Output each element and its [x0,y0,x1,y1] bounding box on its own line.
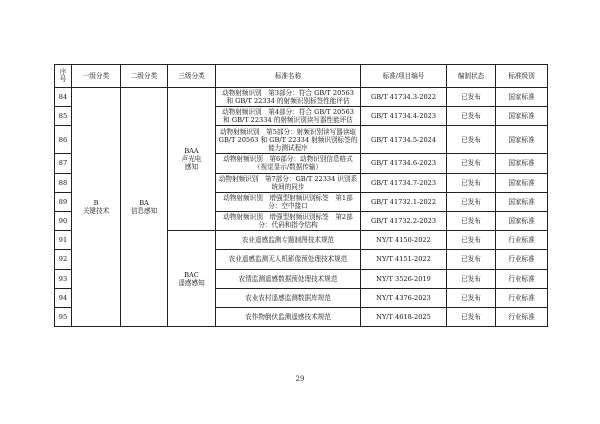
table-row [55,88,548,107]
row-code: NY/T 4618-2025 [361,307,447,326]
row-status: 已发布 [447,173,496,192]
row-seq: 85 [55,107,72,126]
level3-cell-bac: BAC 遥感感知 [168,231,216,327]
row-status: 已发布 [447,250,496,269]
row-seq: 89 [55,192,72,211]
row-grade: 国家标准 [496,211,548,230]
row-code: GB/T 41734.5-2024 [361,126,447,154]
header-level2: 二级分类 [121,65,168,88]
row-name: 农情监测遥感数据预处理技术规范 [216,269,361,288]
row-status: 已发布 [447,269,496,288]
row-name: 农业农村遥感监测数据库规范 [216,288,361,307]
row-status: 已发布 [447,307,496,326]
row-grade: 行业标准 [496,231,548,250]
row-name: 农业遥感监测专题制图技术规范 [216,231,361,250]
row-grade: 国家标准 [496,173,548,192]
row-status: 已发布 [447,88,496,107]
row-name: 动物射频识别 第6部分：动物识别信息格式（视觉显示/数据传输） [216,154,361,173]
row-status: 已发布 [447,211,496,230]
row-name: 动物射频识别 增强型射频识别标签 第1部分：空中接口 [216,192,361,211]
row-name: 动物射频识别 第4部分：符合 GB/T 20563 和 GB/T 22334 的射频识别读写器性能评估 [216,107,361,126]
row-seq: 92 [55,250,72,269]
level3-cell-baa: BAA 声光电 感知 [168,88,216,231]
row-status: 已发布 [447,126,496,154]
row-name: 动物射频识别 第5部分：射频识别读写器读取 GB/T 20563 和 GB/T 22334 射频识别标签的能力测试程序 [216,126,361,154]
row-code: GB/T 41734.7-2023 [361,173,447,192]
row-code: NY/T 4376-2023 [361,288,447,307]
page-number: 29 [295,375,305,383]
row-code: NY/T 4150-2022 [361,231,447,250]
row-grade: 行业标准 [496,269,548,288]
row-seq: 91 [55,231,72,250]
row-seq: 87 [55,154,72,173]
header-level1: 一级分类 [72,65,121,88]
table-header-row [55,65,548,88]
row-seq: 94 [55,288,72,307]
header-name: 标准名称 [216,65,361,88]
row-status: 已发布 [447,154,496,173]
row-name: 动物射频识别 第7部分：GB/T 22334 识别系统间的同步 [216,173,361,192]
row-grade: 国家标准 [496,107,548,126]
row-seq: 93 [55,269,72,288]
row-status: 已发布 [447,288,496,307]
row-name: 动物射频识别 增强型射频识别标签 第2部分：代码和指令结构 [216,211,361,230]
row-status: 已发布 [447,107,496,126]
row-code: NY/T 4151-2022 [361,250,447,269]
row-grade: 行业标准 [496,307,548,326]
row-status: 已发布 [447,231,496,250]
row-seq: 90 [55,211,72,230]
row-grade: 行业标准 [496,250,548,269]
row-grade: 国家标准 [496,192,548,211]
level2-cell: BA 信息感知 [121,88,168,327]
row-name: 动物射频识别 第3部分：符合 GB/T 20563 和 GB/T 22334 的射频识别标签性能评估 [216,88,361,107]
row-code: NY/T 3526-2019 [361,269,447,288]
row-seq: 88 [55,173,72,192]
standards-table [54,64,548,327]
row-name: 农业遥感监测无人机影像预处理技术规范 [216,250,361,269]
level1-cell: B 关键技术 [72,88,121,327]
row-name: 农作物倒伏监测遥感技术规范 [216,307,361,326]
header-seq: 序号 [55,65,72,88]
row-code: GB/T 41734.6-2023 [361,154,447,173]
row-status: 已发布 [447,192,496,211]
row-seq: 86 [55,126,72,154]
row-grade: 国家标准 [496,126,548,154]
header-status: 编制状态 [447,65,496,88]
row-code: GB/T 41734.3-2022 [361,88,447,107]
row-code: GB/T 41732.1-2022 [361,192,447,211]
header-level3: 三级分类 [168,65,216,88]
row-grade: 行业标准 [496,288,548,307]
row-code: GB/T 41732.2-2023 [361,211,447,230]
header-grade: 标准级别 [496,65,548,88]
row-grade: 国家标准 [496,154,548,173]
header-code: 标准/项目编号 [361,65,447,88]
row-seq: 95 [55,307,72,326]
row-seq: 84 [55,88,72,107]
row-code: GB/T 41734.4-2023 [361,107,447,126]
row-grade: 国家标准 [496,88,548,107]
